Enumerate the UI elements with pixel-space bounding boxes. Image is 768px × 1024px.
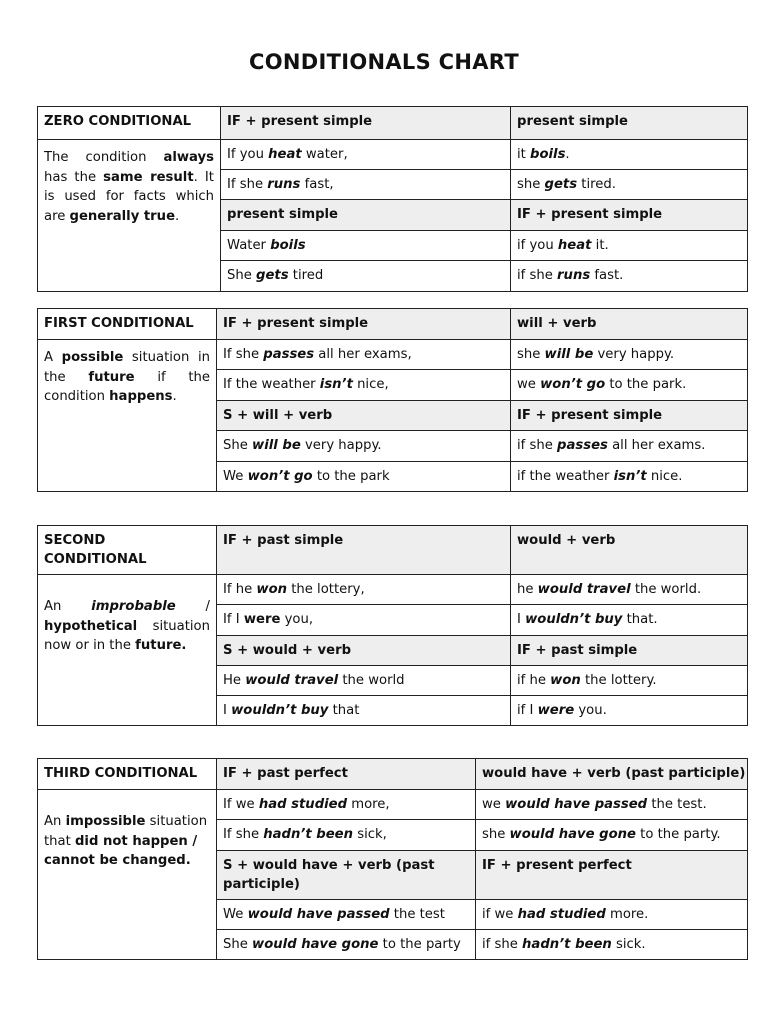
text-fragment: if she: [517, 438, 558, 453]
conditional-description: [38, 790, 217, 960]
structure-header: IF + past simple: [217, 526, 511, 575]
text-fragment: to the park: [312, 469, 390, 484]
structure-header: present simple: [511, 107, 748, 140]
example-cell: [511, 575, 748, 605]
text-fragment: to the party.: [635, 827, 721, 842]
text-fragment: fast.: [590, 268, 624, 283]
key-verb: wouldn’t buy: [231, 703, 329, 718]
example-cell: [217, 370, 511, 401]
text-fragment: that: [328, 703, 360, 718]
key-verb: gets: [256, 268, 289, 283]
text-fragment: .: [172, 389, 177, 404]
text-fragment: he: [517, 582, 538, 597]
structure-header: will + verb: [511, 309, 748, 340]
text-fragment: very happy.: [300, 438, 382, 453]
text-fragment: .: [175, 208, 180, 224]
text-fragment: If the weather: [223, 377, 320, 392]
text-fragment: the test: [389, 907, 445, 922]
example-cell: [511, 340, 748, 370]
example-cell: [511, 666, 748, 696]
example-cell: [217, 666, 511, 696]
text-fragment: We: [223, 469, 248, 484]
emphasis-text: happens: [109, 389, 173, 404]
key-verb: hadn’t been: [522, 937, 612, 952]
example-cell: [511, 140, 748, 170]
conditional-name: FIRST CONDITIONAL: [38, 309, 217, 340]
conditional-description: [38, 575, 217, 726]
key-verb: wouldn’t buy: [525, 612, 623, 627]
key-verb: had studied: [258, 797, 348, 812]
text-fragment: situation in the: [44, 350, 211, 385]
text-fragment: if she: [482, 937, 523, 952]
key-verb: would have gone: [252, 937, 379, 952]
key-verb: would travel: [245, 673, 339, 688]
emphasis-text: did not happen / cannot be changed.: [44, 833, 198, 868]
structure-header: present simple: [221, 200, 511, 231]
structure-header: would + verb: [511, 526, 748, 575]
text-fragment: /: [175, 599, 211, 614]
text-fragment: if the condition: [44, 369, 210, 404]
text-fragment: A: [44, 350, 62, 365]
text-fragment: .: [565, 147, 570, 162]
text-fragment: . It is used for facts which are: [44, 169, 214, 224]
key-verb: isn’t: [613, 469, 647, 484]
example-cell: [221, 140, 511, 170]
text-fragment: she: [482, 827, 510, 842]
example-cell: [217, 930, 476, 960]
text-fragment: situation that: [44, 814, 208, 849]
example-cell: [476, 900, 748, 930]
example-cell: [217, 790, 476, 820]
example-cell: [511, 431, 748, 462]
conditional-description: [38, 340, 217, 492]
text-fragment: sick,: [353, 827, 387, 842]
key-verb: won’t go: [540, 377, 606, 392]
example-cell: [511, 231, 748, 261]
example-cell: [511, 370, 748, 401]
key-verb: passes: [263, 347, 315, 362]
third-conditional-table: [37, 758, 748, 960]
example-cell: [476, 820, 748, 851]
structure-header: would have + verb (past participle): [476, 759, 748, 790]
text-fragment: it: [517, 147, 531, 162]
key-verb: boils: [530, 147, 566, 162]
emphasis-text: same result: [103, 169, 194, 185]
text-fragment: Water: [227, 238, 271, 253]
text-fragment: An: [44, 814, 66, 829]
text-fragment: tired: [288, 268, 324, 283]
example-cell: [476, 790, 748, 820]
emphasis-text: future: [88, 369, 135, 385]
text-fragment: to the park.: [605, 377, 687, 392]
text-fragment: the test.: [647, 797, 707, 812]
text-fragment: the world.: [630, 582, 702, 597]
text-fragment: if you: [517, 238, 558, 253]
text-fragment: you,: [280, 612, 314, 627]
text-fragment: We: [223, 907, 248, 922]
key-verb: isn’t: [319, 377, 353, 392]
key-verb: heat: [557, 238, 592, 253]
example-cell: [217, 340, 511, 370]
example-cell: [217, 575, 511, 605]
key-verb: had studied: [517, 907, 606, 922]
page-title: CONDITIONALS CHART: [249, 50, 519, 74]
text-fragment: If she: [223, 347, 264, 362]
text-fragment: tired.: [577, 177, 616, 192]
text-fragment: If she: [223, 827, 264, 842]
text-fragment: that.: [622, 612, 658, 627]
text-fragment: more,: [347, 797, 390, 812]
text-fragment: sick.: [611, 937, 646, 952]
example-cell: [221, 261, 511, 292]
example-cell: [217, 605, 511, 636]
structure-header: IF + present simple: [511, 200, 748, 231]
example-cell: [217, 462, 511, 492]
text-fragment: nice.: [646, 469, 683, 484]
text-fragment: If I: [223, 612, 244, 627]
text-fragment: water,: [301, 147, 348, 162]
text-fragment: we: [482, 797, 506, 812]
text-fragment: if he: [517, 673, 551, 688]
example-cell: [217, 431, 511, 462]
emphasis-text: always: [163, 150, 214, 165]
key-verb: would have passed: [247, 907, 390, 922]
text-fragment: She: [223, 438, 253, 453]
example-cell: [217, 820, 476, 851]
key-verb: would travel: [537, 582, 631, 597]
text-fragment: If we: [223, 797, 259, 812]
text-fragment: situation now or in the: [44, 618, 210, 653]
text-fragment: She: [227, 268, 257, 283]
key-verb: won: [550, 673, 581, 688]
structure-header: S + would + verb: [217, 636, 511, 666]
text-fragment: more.: [605, 907, 649, 922]
key-verb: heat: [268, 147, 302, 162]
text-fragment: I: [517, 612, 526, 627]
emphasis-text: possible: [61, 350, 124, 365]
key-verb: would have gone: [509, 827, 636, 842]
key-verb: improbable: [91, 599, 176, 614]
text-fragment: she: [517, 347, 545, 362]
structure-header: IF + past perfect: [217, 759, 476, 790]
example-cell: [221, 170, 511, 200]
text-fragment: If she: [227, 177, 268, 192]
text-fragment: if the weather: [517, 469, 614, 484]
key-verb: will be: [544, 347, 594, 362]
key-verb: runs: [267, 177, 301, 192]
conditional-description: [38, 140, 221, 292]
text-fragment: the world: [338, 673, 405, 688]
emphasis-text: hypothetical: [44, 618, 138, 634]
text-fragment: An: [44, 599, 92, 614]
text-fragment: if she: [517, 268, 558, 283]
structure-header: IF + present perfect: [476, 851, 748, 900]
conditional-name: SECOND CONDITIONAL: [38, 526, 217, 575]
key-verb: hadn’t been: [263, 827, 354, 842]
text-fragment: it.: [591, 238, 609, 253]
structure-header: IF + past simple: [511, 636, 748, 666]
text-fragment: she: [517, 177, 545, 192]
structure-header: IF + present simple: [511, 401, 748, 431]
second-conditional-table: [37, 525, 748, 726]
text-fragment: She: [223, 937, 253, 952]
structure-header: IF + present simple: [221, 107, 511, 140]
text-fragment: The condition: [44, 150, 164, 165]
text-fragment: you.: [574, 703, 607, 718]
key-verb: gets: [544, 177, 578, 192]
example-cell: [511, 170, 748, 200]
structure-header: IF + present simple: [217, 309, 511, 340]
conditional-name: THIRD CONDITIONAL: [38, 759, 217, 790]
text-fragment: if we: [482, 907, 518, 922]
text-fragment: has the: [44, 169, 104, 185]
key-verb: runs: [557, 268, 591, 283]
key-verb: won’t go: [247, 469, 313, 484]
text-fragment: nice,: [352, 377, 389, 392]
key-verb: would have passed: [505, 797, 648, 812]
example-cell: [476, 930, 748, 960]
key-verb: passes: [557, 438, 608, 453]
text-fragment: the lottery.: [580, 673, 657, 688]
emphasis-text: impossible: [65, 814, 146, 829]
example-cell: [511, 261, 748, 292]
first-conditional-table: [37, 308, 748, 492]
emphasis-text: generally true: [69, 208, 176, 224]
text-fragment: if I: [517, 703, 538, 718]
emphasis-text: were: [243, 612, 281, 627]
key-verb: were: [537, 703, 575, 718]
example-cell: [511, 462, 748, 492]
text-fragment: all her exams.: [607, 438, 706, 453]
text-fragment: the lottery,: [287, 582, 365, 597]
example-cell: [217, 696, 511, 726]
example-cell: [511, 696, 748, 726]
text-fragment: He: [223, 673, 246, 688]
text-fragment: fast,: [300, 177, 334, 192]
text-fragment: we: [517, 377, 541, 392]
key-verb: won: [256, 582, 288, 597]
emphasis-text: future.: [135, 638, 187, 653]
example-cell: [221, 231, 511, 261]
example-cell: [511, 605, 748, 636]
text-fragment: If he: [223, 582, 257, 597]
zero-conditional-table: [37, 106, 748, 292]
example-cell: [217, 900, 476, 930]
text-fragment: I: [223, 703, 232, 718]
text-fragment: very happy.: [593, 347, 675, 362]
text-fragment: to the party: [378, 937, 461, 952]
key-verb: will be: [252, 438, 301, 453]
text-fragment: all her exams,: [314, 347, 412, 362]
conditional-name: ZERO CONDITIONAL: [38, 107, 221, 140]
key-verb: boils: [270, 238, 306, 253]
text-fragment: If you: [227, 147, 269, 162]
structure-header: S + will + verb: [217, 401, 511, 431]
structure-header: S + would have + verb (past participle): [217, 851, 476, 900]
